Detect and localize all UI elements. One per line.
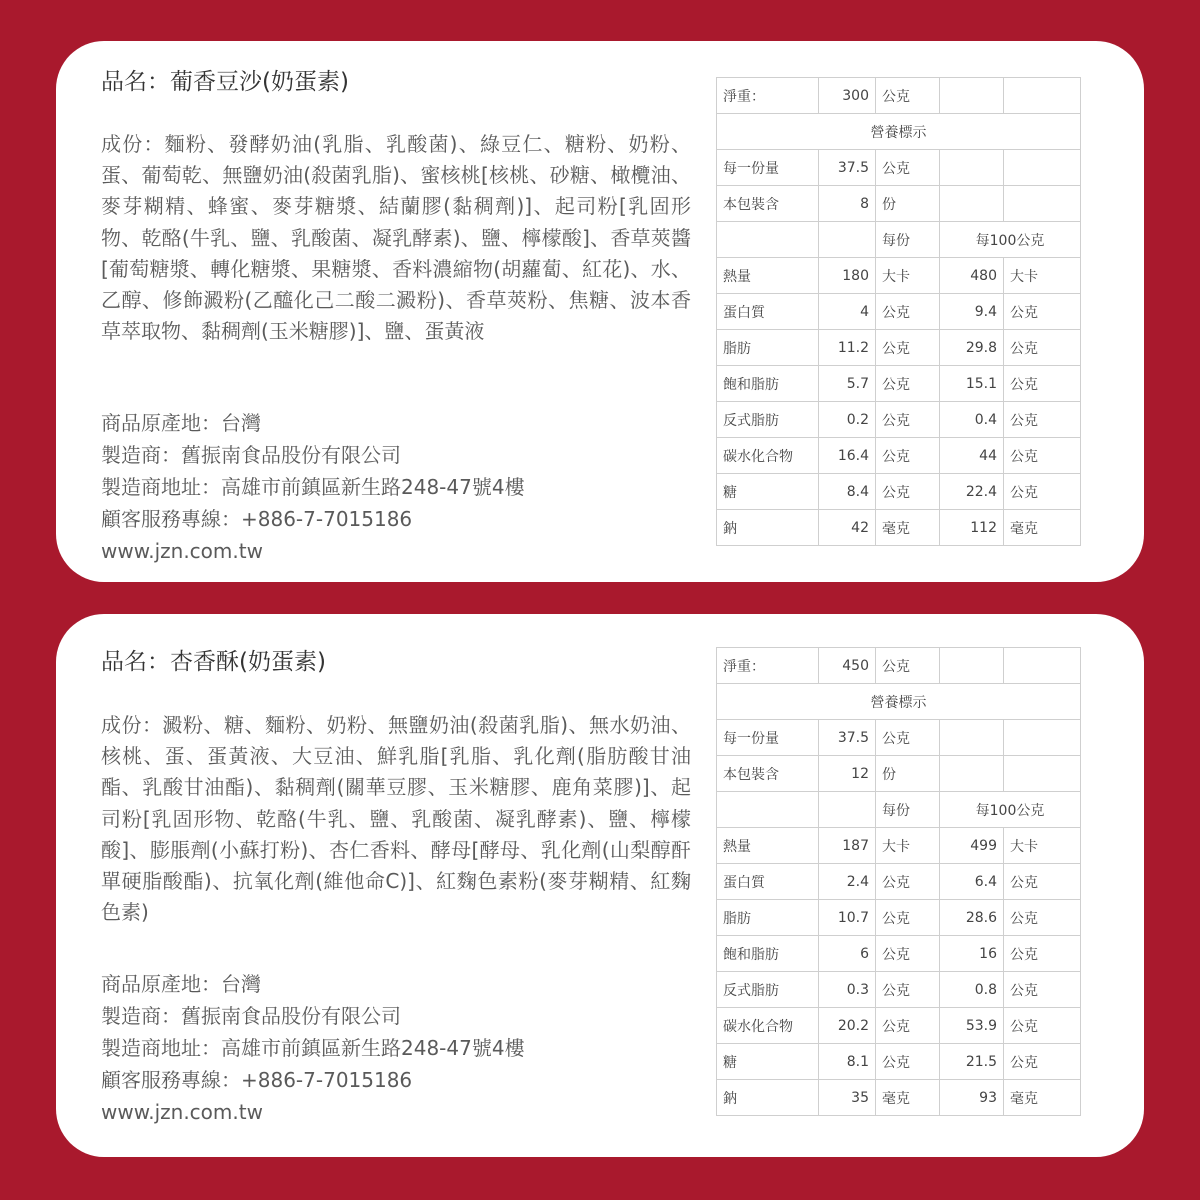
net-weight-unit: 公克 bbox=[876, 78, 940, 114]
product-info bbox=[101, 968, 691, 1128]
nutrient-label: 蛋白質 bbox=[717, 294, 819, 330]
nutrient-label: 蛋白質 bbox=[717, 864, 819, 900]
hotline-text: 顧客服務專線：+886-7-7015186 bbox=[101, 1068, 413, 1092]
nutrient-value-100g: 44 bbox=[940, 438, 1004, 474]
nutrient-value-100g: 28.6 bbox=[940, 900, 1004, 936]
col-per-serving: 每份 bbox=[876, 792, 940, 828]
nutrient-unit: 公克 bbox=[876, 1044, 940, 1080]
nutrient-unit-100g: 公克 bbox=[1004, 330, 1081, 366]
col-per-100g: 每100公克 bbox=[940, 792, 1081, 828]
table-row bbox=[717, 936, 1081, 972]
nutrient-label: 糖 bbox=[717, 1044, 819, 1080]
nutrient-label: 碳水化合物 bbox=[717, 1008, 819, 1044]
nutrient-value-100g: 16 bbox=[940, 936, 1004, 972]
nutrient-value: 8.1 bbox=[819, 1044, 876, 1080]
nutrient-label: 反式脂肪 bbox=[717, 972, 819, 1008]
nutrient-unit-100g: 公克 bbox=[1004, 936, 1081, 972]
product-info bbox=[101, 407, 691, 567]
nutrient-label: 飽和脂肪 bbox=[717, 936, 819, 972]
nutrient-value: 16.4 bbox=[819, 438, 876, 474]
net-weight-label: 淨重： bbox=[717, 648, 819, 684]
nutrient-label: 碳水化合物 bbox=[717, 438, 819, 474]
website-link[interactable]: www.jzn.com.tw bbox=[101, 539, 263, 563]
nutrient-unit-100g: 公克 bbox=[1004, 900, 1081, 936]
nutrient-unit-100g: 公克 bbox=[1004, 474, 1081, 510]
nutrient-value-100g: 0.4 bbox=[940, 402, 1004, 438]
nutrient-value: 11.2 bbox=[819, 330, 876, 366]
pack-label: 本包裝含 bbox=[717, 186, 819, 222]
nutrient-unit: 公克 bbox=[876, 900, 940, 936]
serving-unit: 公克 bbox=[876, 150, 940, 186]
table-row bbox=[717, 510, 1081, 546]
nutrient-unit-100g: 公克 bbox=[1004, 402, 1081, 438]
nutrient-label: 熱量 bbox=[717, 828, 819, 864]
product-title: 品名：葡香豆沙(奶蛋素) bbox=[101, 69, 349, 95]
website-link[interactable]: www.jzn.com.tw bbox=[101, 1100, 263, 1124]
serving-row bbox=[717, 720, 1081, 756]
nutrient-value: 6 bbox=[819, 936, 876, 972]
nutrient-value: 20.2 bbox=[819, 1008, 876, 1044]
col-per-100g: 每100公克 bbox=[940, 222, 1081, 258]
maker-text: 製造商：舊振南食品股份有限公司 bbox=[101, 1004, 401, 1028]
nutrient-value: 42 bbox=[819, 510, 876, 546]
nutrient-label: 反式脂肪 bbox=[717, 402, 819, 438]
nutrient-value-100g: 15.1 bbox=[940, 366, 1004, 402]
nutrient-unit-100g: 公克 bbox=[1004, 1008, 1081, 1044]
net-weight-row bbox=[717, 648, 1081, 684]
table-row bbox=[717, 402, 1081, 438]
net-weight-label: 淨重： bbox=[717, 78, 819, 114]
pack-value: 8 bbox=[819, 186, 876, 222]
product-title: 品名：杏香酥(奶蛋素) bbox=[101, 649, 326, 675]
nutrient-value-100g: 112 bbox=[940, 510, 1004, 546]
nutrient-unit-100g: 公克 bbox=[1004, 366, 1081, 402]
col-per-serving: 每份 bbox=[876, 222, 940, 258]
nutrient-unit: 公克 bbox=[876, 294, 940, 330]
nutrient-unit: 公克 bbox=[876, 1008, 940, 1044]
nutrient-unit: 公克 bbox=[876, 438, 940, 474]
table-row bbox=[717, 864, 1081, 900]
nutrient-unit: 公克 bbox=[876, 366, 940, 402]
nutrient-label: 脂肪 bbox=[717, 900, 819, 936]
nutrient-value-100g: 21.5 bbox=[940, 1044, 1004, 1080]
pack-value: 12 bbox=[819, 756, 876, 792]
ingredients-text: 成份：麵粉、發酵奶油(乳脂、乳酸菌)、綠豆仁、糖粉、奶粉、蛋、葡萄乾、無鹽奶油(殺菌乳脂)、蜜核桃[核桃、砂糖、橄欖油、麥芽糊精、蜂蜜、麥芽糖漿、結蘭膠(黏稠劑)]、起司粉[乳固形物、乾酪(牛乳、鹽、乳酸菌、凝乳酵素)、鹽、檸檬酸]、香草莢醬[葡萄糖漿、轉化糖漿、果糖漿、香料濃縮物(胡蘿蔔、紅花)、水、乙醇、修飾澱粉(乙醯化己二酸二澱粉)、香草莢粉、焦糖、波本香草萃取物、黏稠劑(玉米糖膠)]、鹽、蛋黃液 bbox=[101, 132, 691, 344]
nutrient-unit: 毫克 bbox=[876, 510, 940, 546]
serving-label: 每一份量 bbox=[717, 720, 819, 756]
nutrient-value: 2.4 bbox=[819, 864, 876, 900]
serving-unit: 公克 bbox=[876, 720, 940, 756]
nutrient-value-100g: 499 bbox=[940, 828, 1004, 864]
nutrient-value-100g: 22.4 bbox=[940, 474, 1004, 510]
nutrition-header-row bbox=[717, 684, 1081, 720]
product-card-2 bbox=[56, 614, 1144, 1157]
table-row bbox=[717, 972, 1081, 1008]
nutrient-unit-100g: 毫克 bbox=[1004, 510, 1081, 546]
ingredients-text: 成份：澱粉、糖、麵粉、奶粉、無鹽奶油(殺菌乳脂)、無水奶油、核桃、蛋、蛋黃液、大豆油、鮮乳脂[乳脂、乳化劑(脂肪酸甘油酯、乳酸甘油酯)、黏稠劑(關華豆膠、玉米糖膠、鹿角菜膠)]、起司粉[乳固形物、乾酪(牛乳、鹽、乳酸菌、凝乳酵素)、鹽、檸檬酸]、膨脹劑(小蘇打粉)、杏仁香料、酵母[酵母、乳化劑(山梨醇酐單硬脂酸酯)、抗氧化劑(維他命C)]、紅麴色素粉(麥芽糊精、紅麴色素) bbox=[101, 713, 691, 925]
product-card-1 bbox=[56, 41, 1144, 582]
nutrient-unit-100g: 大卡 bbox=[1004, 828, 1081, 864]
origin-text: 商品原產地：台灣 bbox=[101, 411, 261, 435]
address-text: 製造商地址：高雄市前鎮區新生路248-47號4樓 bbox=[101, 1036, 525, 1060]
table-row bbox=[717, 828, 1081, 864]
nutrient-value: 4 bbox=[819, 294, 876, 330]
nutrient-label: 糖 bbox=[717, 474, 819, 510]
serving-value: 37.5 bbox=[819, 150, 876, 186]
nutrient-unit-100g: 公克 bbox=[1004, 438, 1081, 474]
nutrient-unit: 毫克 bbox=[876, 1080, 940, 1116]
table-row bbox=[717, 330, 1081, 366]
table-row bbox=[717, 1080, 1081, 1116]
nutrient-unit: 公克 bbox=[876, 864, 940, 900]
net-weight-value: 300 bbox=[819, 78, 876, 114]
nutrient-value: 0.2 bbox=[819, 402, 876, 438]
nutrition-header: 營養標示 bbox=[717, 114, 1081, 150]
nutrient-label: 熱量 bbox=[717, 258, 819, 294]
nutrient-value-100g: 9.4 bbox=[940, 294, 1004, 330]
nutrient-unit: 公克 bbox=[876, 474, 940, 510]
nutrient-value: 35 bbox=[819, 1080, 876, 1116]
address-text: 製造商地址：高雄市前鎮區新生路248-47號4樓 bbox=[101, 475, 525, 499]
table-row bbox=[717, 900, 1081, 936]
table-row bbox=[717, 366, 1081, 402]
nutrient-label: 鈉 bbox=[717, 1080, 819, 1116]
nutrient-value-100g: 6.4 bbox=[940, 864, 1004, 900]
net-weight-unit: 公克 bbox=[876, 648, 940, 684]
table-row bbox=[717, 474, 1081, 510]
nutrient-label: 鈉 bbox=[717, 510, 819, 546]
nutrient-unit: 公克 bbox=[876, 936, 940, 972]
nutrient-value: 5.7 bbox=[819, 366, 876, 402]
table-row bbox=[717, 438, 1081, 474]
nutrient-unit-100g: 公克 bbox=[1004, 1044, 1081, 1080]
nutrient-unit: 大卡 bbox=[876, 258, 940, 294]
nutrient-value-100g: 0.8 bbox=[940, 972, 1004, 1008]
nutrient-unit-100g: 公克 bbox=[1004, 972, 1081, 1008]
nutrient-value-100g: 93 bbox=[940, 1080, 1004, 1116]
serving-value: 37.5 bbox=[819, 720, 876, 756]
nutrient-value: 10.7 bbox=[819, 900, 876, 936]
table-row bbox=[717, 1044, 1081, 1080]
nutrient-label: 脂肪 bbox=[717, 330, 819, 366]
nutrition-header: 營養標示 bbox=[717, 684, 1081, 720]
nutrient-unit: 公克 bbox=[876, 972, 940, 1008]
nutrition-table bbox=[716, 77, 1081, 546]
serving-label: 每一份量 bbox=[717, 150, 819, 186]
nutrient-value: 0.3 bbox=[819, 972, 876, 1008]
nutrient-value: 8.4 bbox=[819, 474, 876, 510]
nutrition-header-row bbox=[717, 114, 1081, 150]
hotline-text: 顧客服務專線：+886-7-7015186 bbox=[101, 507, 413, 531]
nutrient-value-100g: 29.8 bbox=[940, 330, 1004, 366]
pack-unit: 份 bbox=[876, 756, 940, 792]
nutrient-value: 180 bbox=[819, 258, 876, 294]
nutrient-unit-100g: 大卡 bbox=[1004, 258, 1081, 294]
nutrient-value-100g: 53.9 bbox=[940, 1008, 1004, 1044]
nutrition-table bbox=[716, 647, 1081, 1116]
nutrient-unit-100g: 毫克 bbox=[1004, 1080, 1081, 1116]
nutrient-unit-100g: 公克 bbox=[1004, 864, 1081, 900]
table-row bbox=[717, 294, 1081, 330]
nutrient-value-100g: 480 bbox=[940, 258, 1004, 294]
nutrient-unit: 公克 bbox=[876, 402, 940, 438]
origin-text: 商品原產地：台灣 bbox=[101, 972, 261, 996]
nutrient-unit: 大卡 bbox=[876, 828, 940, 864]
maker-text: 製造商：舊振南食品股份有限公司 bbox=[101, 443, 401, 467]
net-weight-value: 450 bbox=[819, 648, 876, 684]
nutrient-label: 飽和脂肪 bbox=[717, 366, 819, 402]
pack-label: 本包裝含 bbox=[717, 756, 819, 792]
column-header-row bbox=[717, 222, 1081, 258]
nutrient-value: 187 bbox=[819, 828, 876, 864]
table-row bbox=[717, 258, 1081, 294]
table-row bbox=[717, 1008, 1081, 1044]
nutrient-unit-100g: 公克 bbox=[1004, 294, 1081, 330]
pack-row bbox=[717, 186, 1081, 222]
nutrient-unit: 公克 bbox=[876, 330, 940, 366]
pack-row bbox=[717, 756, 1081, 792]
serving-row bbox=[717, 150, 1081, 186]
pack-unit: 份 bbox=[876, 186, 940, 222]
column-header-row bbox=[717, 792, 1081, 828]
net-weight-row bbox=[717, 78, 1081, 114]
